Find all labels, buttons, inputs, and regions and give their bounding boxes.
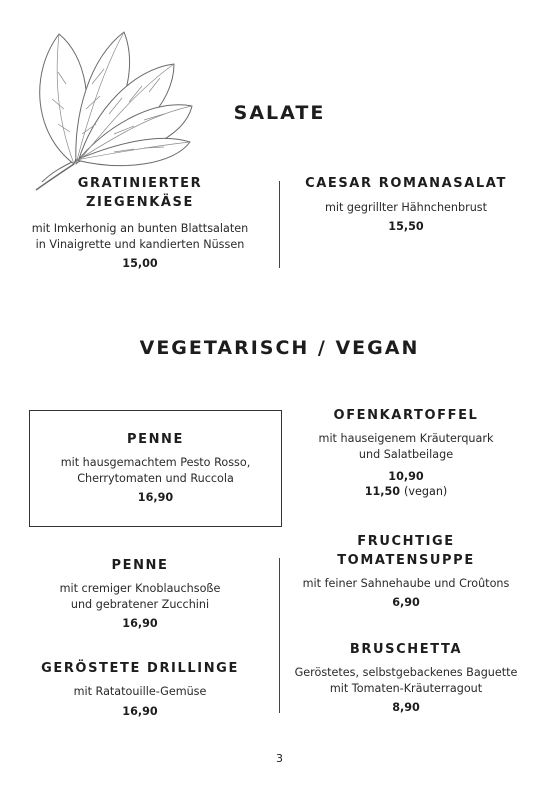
dish-price: 8,90 bbox=[392, 701, 420, 714]
dish-name: FRUCHTIGE TOMATENSUPPE bbox=[337, 534, 475, 568]
dish-name: OFENKARTOFFEL bbox=[333, 408, 479, 423]
section-title-salate: SALATE bbox=[233, 102, 326, 124]
dish-name: GRATINIERTER ZIEGENKÄSE bbox=[77, 176, 203, 210]
column-divider bbox=[279, 181, 280, 268]
dish-description: mit Imkerhonig an bunten Blattsalaten in Vinaigrette und kandierten Nüssen bbox=[31, 222, 249, 251]
dish-price: 15,00 bbox=[122, 257, 158, 270]
dish-description: Geröstetes, selbstgebackenes Baguette mit Tomaten-Kräuterragout bbox=[294, 666, 518, 695]
dish-geroestete-drillinge bbox=[20, 659, 260, 718]
dish-price: 10,90 bbox=[388, 470, 424, 483]
dish-price: 16,90 bbox=[137, 491, 174, 504]
dish-price: 16,90 bbox=[122, 617, 158, 630]
dish-price: 15,50 bbox=[388, 219, 424, 233]
dish-price: 6,90 bbox=[392, 595, 420, 609]
dish-description: mit hauseigenem Kräuterquark und Salatbeilage bbox=[318, 432, 494, 461]
dish-description: mit feiner Sahnehaube und Croûtons bbox=[302, 577, 510, 590]
dish-name: BRUSCHETTA bbox=[349, 642, 463, 657]
dish-description: mit hausgemachtem Pesto Rosso, Cherrytomaten und Ruccola bbox=[60, 456, 251, 485]
dish-caesar-romanasalat bbox=[296, 174, 516, 233]
page-number: 3 bbox=[276, 752, 283, 765]
dish-penne-pesto-box bbox=[29, 410, 282, 527]
dish-penne-knoblauch bbox=[30, 556, 250, 630]
dish-bruschetta bbox=[290, 640, 522, 714]
dish-description: mit Ratatouille-Gemüse bbox=[73, 685, 207, 698]
dish-price: 16,90 bbox=[122, 704, 158, 718]
dish-name: PENNE bbox=[111, 558, 169, 573]
dish-fruchtige-tomatensuppe bbox=[296, 532, 516, 609]
dish-description: mit gegrillter Hähnchenbrust bbox=[324, 201, 488, 214]
column-divider bbox=[279, 558, 280, 713]
dish-name: PENNE bbox=[126, 432, 185, 447]
dish-gratinierter-ziegenkaese bbox=[30, 174, 250, 270]
dish-description: mit cremiger Knoblauchsoße und gebratener Zucchini bbox=[59, 582, 221, 611]
section-title-vegetarisch-vegan: VEGETARISCH / VEGAN bbox=[139, 337, 420, 359]
dish-price-vegan: 11,50 (vegan) bbox=[364, 485, 448, 498]
dish-name: CAESAR ROMANASALAT bbox=[305, 176, 507, 191]
dish-name: GERÖSTETE DRILLINGE bbox=[41, 661, 239, 676]
dish-ofenkartoffel bbox=[296, 406, 516, 498]
